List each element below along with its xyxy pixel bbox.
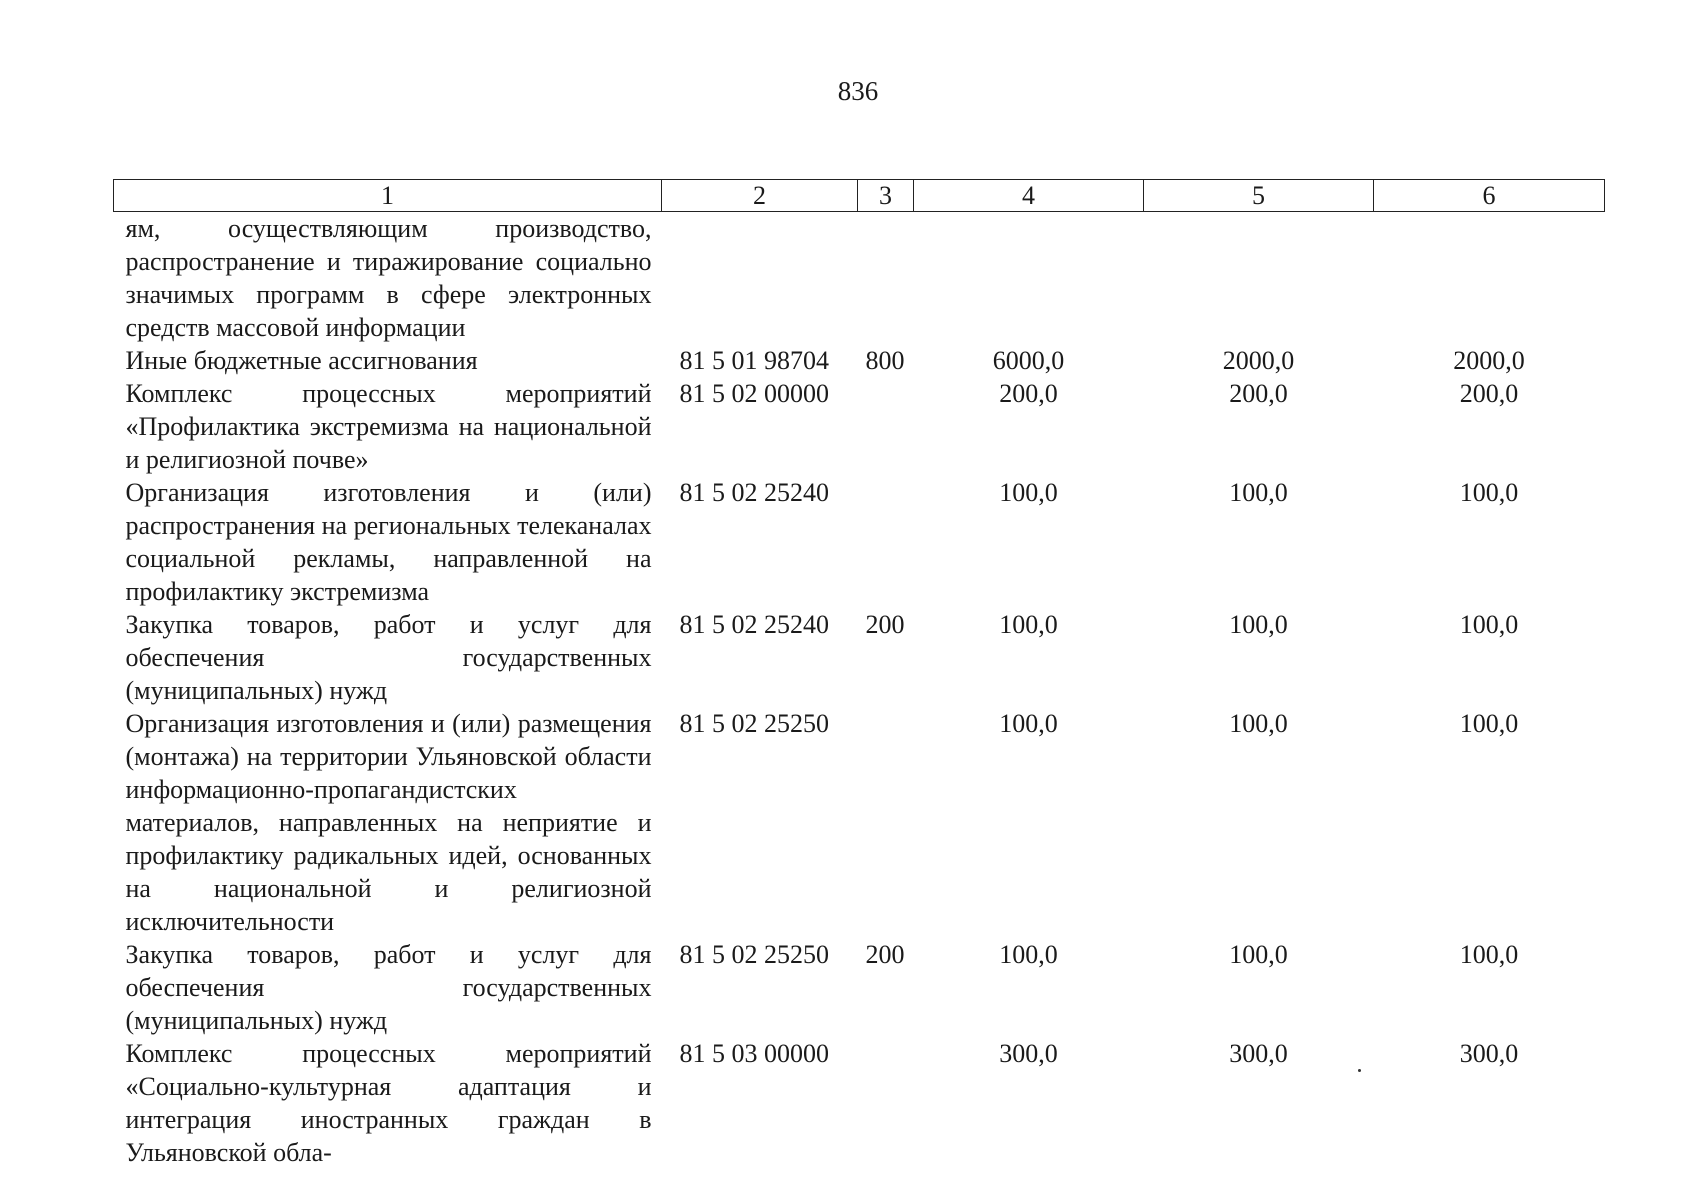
row-code-cell: 81 5 03 00000 [679, 1039, 829, 1068]
row-expense-type-cell: 200 [865, 610, 905, 639]
row-name-cell: Организация изготовления и (или) распространения на региональных телеканалах социальной рекламы, направленной на профилактику экстремизма [125, 478, 652, 606]
row-expense-type-cell: 200 [865, 940, 905, 969]
row-amount-col5-cell: 100,0 [1229, 940, 1288, 969]
column-header-5: 5 [1144, 180, 1374, 212]
row-name-cell: Комплекс процессных мероприятий «Социально-культурная адаптация и интеграция иностранных граждан в Ульяновской обла- [125, 1039, 652, 1167]
row-amount-col4-cell: 100,0 [999, 709, 1058, 738]
row-amount-col6-cell: 100,0 [1459, 709, 1519, 738]
row-amount-col5-cell: 200,0 [1229, 379, 1288, 408]
row-amount-col5-cell: 300,0 [1229, 1039, 1288, 1068]
row-amount-col6-cell: 300,0 [1459, 1039, 1519, 1068]
row-amount-col4-cell: 300,0 [999, 1039, 1058, 1068]
row-amount-col6-cell: 100,0 [1459, 610, 1519, 639]
row-name-cell: Комплекс процессных мероприятий «Профилактика экстремизма на национальной и религиозной почве» [125, 379, 652, 474]
row-amount-col5-cell [1144, 212, 1374, 345]
row-name-cell: Иные бюджетные ассигнования [125, 346, 478, 375]
table-row [114, 344, 1605, 377]
row-amount-col5-cell: 100,0 [1229, 610, 1288, 639]
table-body [114, 212, 1605, 1170]
budget-table [113, 179, 1605, 1169]
row-amount-col6-cell: 100,0 [1459, 478, 1519, 507]
row-code-cell: 81 5 02 25240 [679, 610, 829, 639]
row-expense-type-cell [858, 707, 914, 938]
column-header-2: 2 [662, 180, 858, 212]
row-code-cell: 81 5 02 25250 [679, 940, 829, 969]
row-amount-col5-cell: 100,0 [1229, 709, 1288, 738]
table-row [114, 608, 1605, 707]
column-header-4: 4 [914, 180, 1144, 212]
row-expense-type-cell: 800 [865, 346, 905, 375]
table-row [114, 707, 1605, 938]
table-row [114, 377, 1605, 476]
row-expense-type-cell [858, 1037, 914, 1169]
stray-mark [1358, 1069, 1361, 1072]
table-row [114, 938, 1605, 1037]
row-name-cell: Организация изготовления и (или) размещения (монтажа) на территории Ульяновской области информационно-пропагандистских материалов, направленных на неприятие и профилактику радикальных идей, основанных на национальной и религиозной исключительности [125, 709, 652, 936]
column-header-6: 6 [1374, 180, 1605, 212]
row-name-cell: ям, осуществляющим производство, распространение и тиражирование социально значимых программ в сфере электронных средств массовой информации [125, 214, 652, 342]
table-row [114, 212, 1605, 345]
row-amount-col5-cell: 2000,0 [1222, 346, 1295, 375]
row-amount-col6-cell: 200,0 [1459, 379, 1519, 408]
row-code-cell: 81 5 02 25250 [679, 709, 829, 738]
row-amount-col4-cell [914, 212, 1144, 345]
row-code-cell: 81 5 02 25240 [679, 478, 829, 507]
table-row [114, 476, 1605, 608]
row-code-cell: 81 5 01 98704 [679, 346, 829, 375]
row-amount-col6-cell: 100,0 [1459, 940, 1519, 969]
row-amount-col4-cell: 100,0 [999, 940, 1058, 969]
table-header-row [114, 180, 1605, 212]
row-amount-col4-cell: 200,0 [999, 379, 1058, 408]
row-expense-type-cell [858, 212, 914, 345]
row-expense-type-cell [858, 476, 914, 608]
column-header-1: 1 [114, 180, 662, 212]
row-amount-col4-cell: 6000,0 [992, 346, 1065, 375]
row-name-cell: Закупка товаров, работ и услуг для обеспечения государственных (муниципальных) нужд [125, 940, 652, 1035]
row-amount-col6-cell: 2000,0 [1453, 346, 1525, 375]
row-code-cell: 81 5 02 00000 [679, 379, 829, 408]
row-name-cell: Закупка товаров, работ и услуг для обеспечения государственных (муниципальных) нужд [125, 610, 652, 705]
row-amount-col4-cell: 100,0 [999, 478, 1058, 507]
column-header-3: 3 [858, 180, 914, 212]
row-expense-type-cell [858, 377, 914, 476]
row-amount-col4-cell: 100,0 [999, 610, 1058, 639]
page-number: 836 [837, 76, 879, 106]
row-amount-col5-cell: 100,0 [1229, 478, 1288, 507]
row-code-cell [662, 212, 858, 345]
table-row [114, 1037, 1605, 1169]
row-amount-col6-cell [1374, 212, 1605, 345]
